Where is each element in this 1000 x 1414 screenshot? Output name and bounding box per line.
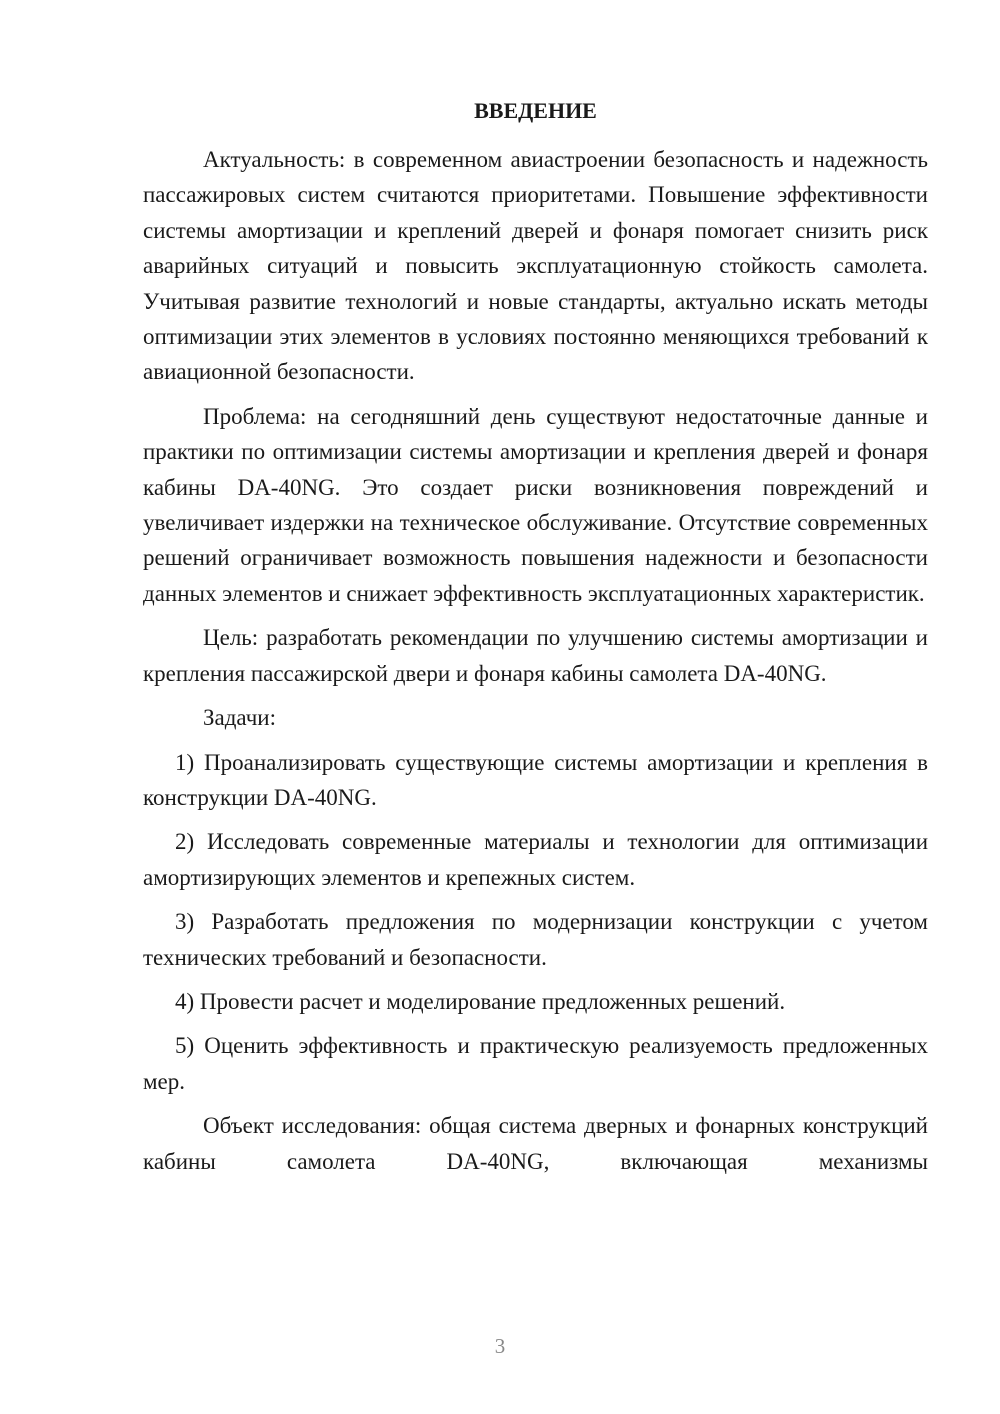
relevance-paragraph: Актуальность: в современном авиастроении безопасность и надежность пассажировых систем считаются приоритетами. Повышение эффективности системы амортизации и креплений дверей и фонаря помогает снизить риск аварийных ситуаций и повысить эксплуатационную стойкость самолета. Учитывая развитие технологий и новые стандарты, актуально искать методы оптимизации этих элементов в условиях постоянно меняющихся требований к авиационной безопасности. [143,147,928,385]
task-item-4: 4) Провести расчет и моделирование предложенных решений. [175,988,786,1014]
section-title: ВВЕДЕНИЕ [474,98,597,123]
goal-paragraph: Цель: разработать рекомендации по улучшению системы амортизации и крепления пассажирской двери и фонаря кабины самолета DA-40NG. [143,625,928,686]
object-paragraph: Объект исследования: общая система дверных и фонарных конструкций кабины самолета DA-40NG, включающая механизмы [143,1113,928,1174]
tasks-heading: Задачи: [203,705,276,731]
task-item-3: 3) Разработать предложения по модернизации конструкции с учетом технических требований и безопасности. [143,909,928,970]
problem-paragraph: Проблема: на сегодняшний день существуют недостаточные данные и практики по оптимизации системы амортизации и крепления дверей и фонаря кабины DA-40NG. Это создает риски возникновения повреждений и увеличивает издержки на техническое обслуживание. Отсутствие современных решений ограничивает возможность повышения надежности и безопасности данных элементов и снижает эффективность эксплуатационных характеристик. [143,403,928,606]
task-item-2: 2) Исследовать современные материалы и технологии для оптимизации амортизирующих элементов и крепежных систем. [143,829,928,890]
task-item-1: 1) Проанализировать существующие системы амортизации и крепления в конструкции DA-40NG. [143,749,928,810]
page-number: 3 [494,1334,506,1358]
document-body [143,96,928,1188]
task-item-5: 5) Оценить эффективность и практическую реализуемость предложенных мер. [143,1033,928,1094]
